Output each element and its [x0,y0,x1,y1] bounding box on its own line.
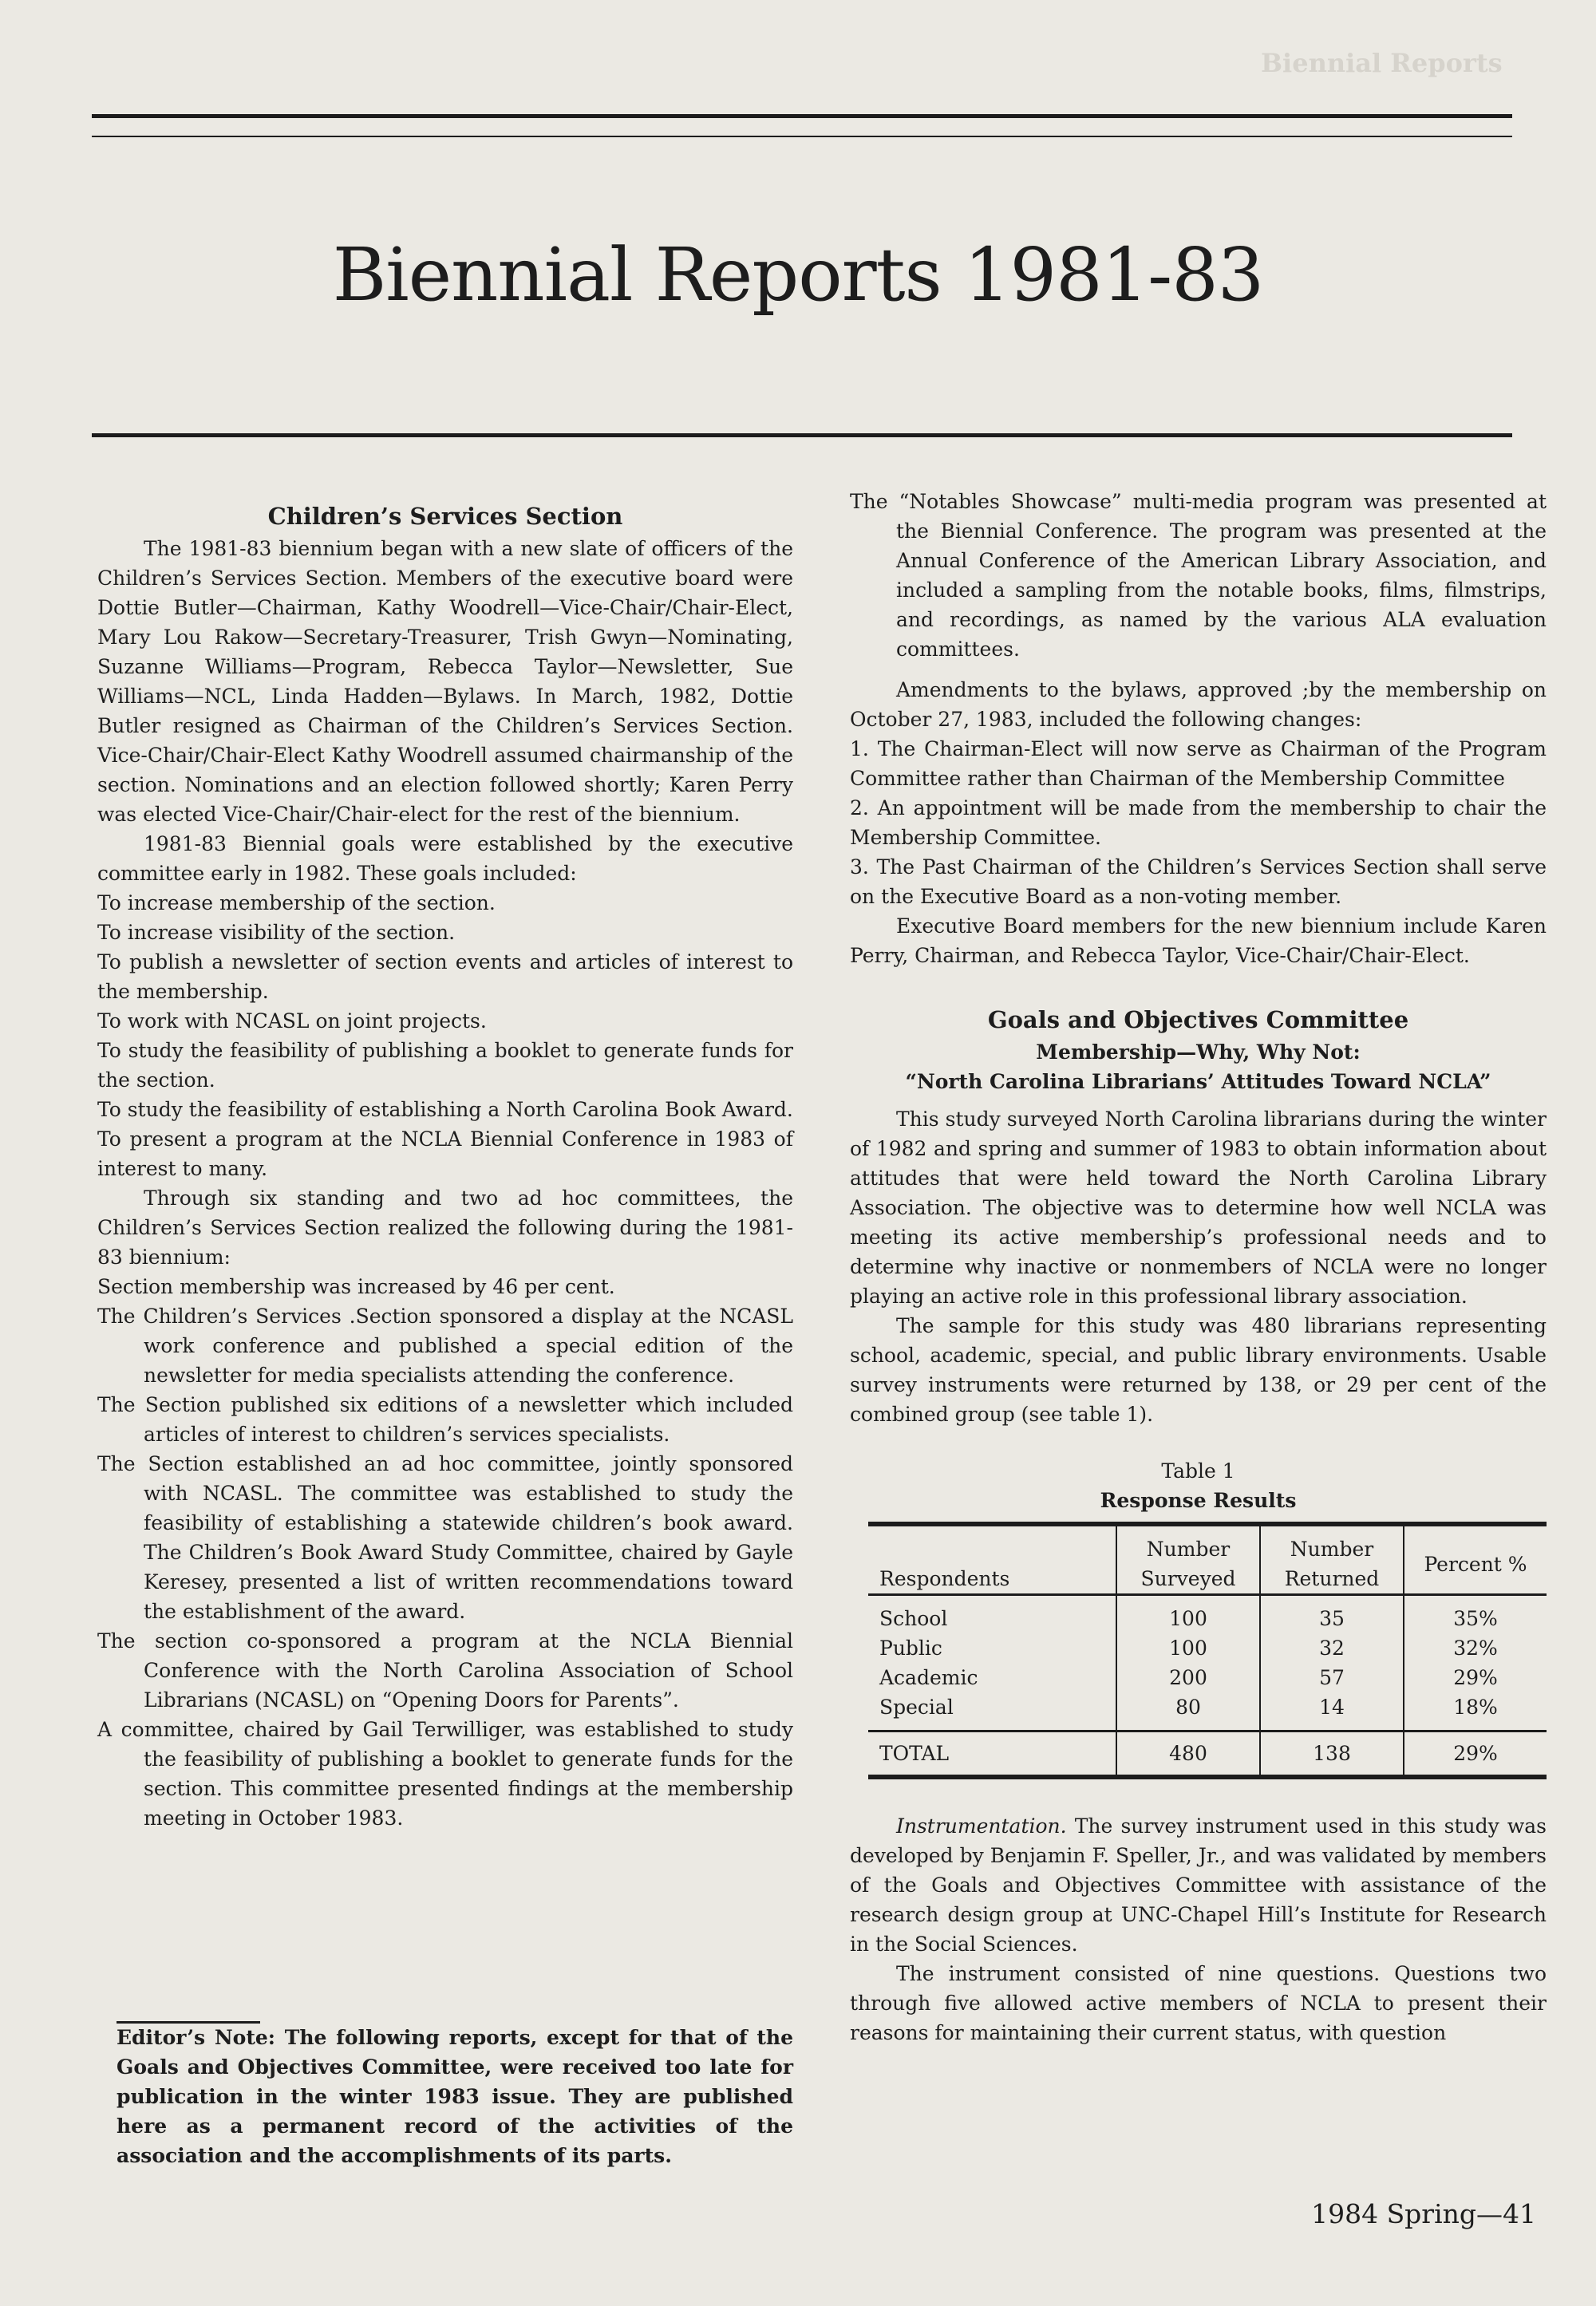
sub-heading: Membership—Why, Why Not: [1036,1040,1361,1064]
table-caption: Response Results [1100,1489,1297,1512]
table-cell: 80 [1116,1692,1260,1731]
table-cell: 100 [1116,1633,1260,1663]
paragraph: The 1981-83 biennium began with a new slate of officers of the Children’s Services Section. Members of the executive board were Dottie Butler—Chairman, Kathy Woodrell—Vice-Chair/Chair-Elect, Mary Lou Rakow—Secretary-Treasurer, Trish Gwyn—Nominating, Suzanne Williams—Program, Rebecca Taylor—Newsletter, Sue Williams—NCL, Linda Hadden—Bylaws. In March, 1982, Dottie Butler resigned as Chairman of the Children’s Services Section. Vice-Chair/Chair-Elect Kathy Woodrell assumed chairmanship of the section. Nominations and an election followed shortly; Karen Perry was elected Vice-Chair/Chair-elect for the rest of the biennium. [97,537,793,826]
paragraph: Executive Board members for the new biennium include Karen Perry, Chairman, and Rebecca Taylor, Vice-Chair/Chair-Elect. [850,914,1547,967]
paragraph: Through six standing and two ad hoc committees, the Children’s Services Section realized the following during the 1981-83 biennium: [97,1187,793,1269]
editor-note: Editor’s Note: The following reports, except for that of the Goals and Objectives Committee, were received too late for publication in the winter 1983 issue. They are published here as a permanent record of the activities of the association and the accomplishments of its parts. [117,2026,793,2167]
achievement-item: A committee, chaired by Gail Terwilliger, was established to study the feasibility of publishing a booklet to generate funds for the section. This committee presented findings at the membership meeting in October 1983. [97,1718,793,1830]
table-cell: 29% [1404,1731,1547,1778]
table-cell: 32 [1260,1633,1404,1663]
page-title: Biennial Reports 1981-83 [332,232,1264,318]
table-cell: Academic [879,1666,978,1689]
paragraph: The sample for this study was 480 librarians representing school, academic, special, and public library environments. Usable survey instruments were returned by 138, or 29 per cent of the combined group (see table 1). [850,1314,1547,1426]
title-rule [92,433,1512,437]
paragraph [850,1811,1547,1959]
amendment-item: 2. An appointment will be made from the membership to chair the Membership Committee. [850,796,1547,849]
table-header-row [868,1524,1547,1595]
goal-item: To study the feasibility of publishing a booklet to generate funds for the section. [97,1039,793,1092]
goal-item: To increase membership of the section. [97,891,496,914]
table-cell: 480 [1116,1731,1260,1778]
table-row [868,1633,1547,1663]
table-cell: 14 [1260,1692,1404,1731]
top-rule [92,114,1512,118]
left-column [97,499,793,1833]
amendment-item: 1. The Chairman-Elect will now serve as Chairman of the Program Committee rather than Chairman of the Membership Committee [850,737,1547,790]
bleed-through-header: Biennial Reports [1261,48,1503,78]
goal-item: To study the feasibility of establishing a North Carolina Book Award. [97,1098,793,1121]
italic-label: Instrumentation. [896,1814,1067,1838]
table-cell: 32% [1404,1633,1547,1663]
table-header: Respondents [879,1567,1010,1590]
paragraph: Amendments to the bylaws, approved ;by the membership on October 27, 1983, included the following changes: [850,678,1547,731]
paragraph: The “Notables Showcase” multi-media program was presented at the Biennial Conference. The program was presented at the Annual Conference of the American Library Association, and included a sampling from the notable books, films, filmstrips, and recordings, as named by the various ALA evaluation committees. [850,490,1547,661]
table-cell: 57 [1260,1663,1404,1692]
goal-item: To publish a newsletter of section events and articles of interest to the membership. [97,950,793,1003]
achievement-item: Section membership was increased by 46 per cent. [97,1275,615,1298]
table-header: Number Surveyed [1116,1524,1260,1595]
sub-heading: “North Carolina Librarians’ Attitudes Toward NCLA” [905,1070,1491,1093]
achievement-item: The section co-sponsored a program at the NCLA Biennial Conference with the North Carolina Association of School Librarians (NCASL) on “Opening Doors for Parents”. [97,1629,793,1712]
table-row [868,1663,1547,1692]
table-header: Number Returned [1260,1524,1404,1595]
achievement-item: The Children’s Services .Section sponsored a display at the NCASL work conference and published a special edition of the newsletter for media specialists attending the conference. [97,1305,793,1387]
table-cell: 29% [1404,1663,1547,1692]
page-footer: 1984 Spring—41 [1311,2198,1536,2229]
table-cell: School [879,1607,948,1630]
table-row [868,1595,1547,1634]
top-rule-thin [92,136,1512,137]
table-row [868,1692,1547,1731]
goal-item: To present a program at the NCLA Biennial Conference in 1983 of interest to many. [97,1127,793,1180]
table-cell: Special [879,1696,954,1719]
table-cell: TOTAL [879,1742,950,1765]
achievement-item: The Section established an ad hoc committee, jointly sponsored with NCASL. The committee was established to study the feasibility of establishing a statewide children’s book award. The Children’s Book Award Study Committee, chaired by Gayle Keresey, presented a list of written recommendations toward the establishment of the award. [97,1452,793,1623]
goal-item: To work with NCASL on joint projects. [97,1009,487,1033]
table-cell: Public [879,1637,942,1660]
table-cell: 200 [1116,1663,1260,1692]
table-caption: Table 1 [1161,1459,1235,1483]
table-cell: 35 [1260,1595,1404,1634]
section-heading: Goals and Objectives Committee [987,1006,1409,1033]
table-cell: 35% [1404,1595,1547,1634]
paragraph: This study surveyed North Carolina librarians during the winter of 1982 and spring and summer of 1983 to obtain information about attitudes that were held toward the North Carolina Library Association. The objective was to determine how well NCLA was meeting its active membership’s professional needs and to determine why inactive or nonmembers of NCLA were no longer playing an active role in this professional library association. [850,1108,1547,1308]
goal-item: To increase visibility of the section. [97,921,456,944]
table-cell: 18% [1404,1692,1547,1731]
response-results-table [868,1522,1547,1779]
table-cell: 138 [1260,1731,1404,1778]
paragraph: The instrument consisted of nine questions. Questions two through five allowed active members of NCLA to present their reasons for maintaining their current status, with question [850,1962,1547,2044]
achievement-item: The Section published six editions of a newsletter which included articles of interest to children’s services specialists. [97,1393,793,1446]
right-column [850,487,1547,2047]
paragraph: 1981-83 Biennial goals were established by the executive committee early in 1982. These goals included: [97,832,793,885]
table-header: Percent % [1404,1524,1547,1595]
paragraph-text: The survey instrument used in this study was developed by Benjamin F. Speller, Jr., and was validated by members of the Goals and Objectives Committee with assistance of the research design group at UNC-Chapel Hill’s Institute for Research in the Social Sciences. [850,1814,1547,1956]
table-cell: 100 [1116,1595,1260,1634]
table-total-row [868,1731,1547,1778]
section-heading: Children’s Services Section [267,503,623,530]
amendment-item: 3. The Past Chairman of the Children’s Services Section shall serve on the Executive Board as a non-voting member. [850,855,1547,908]
